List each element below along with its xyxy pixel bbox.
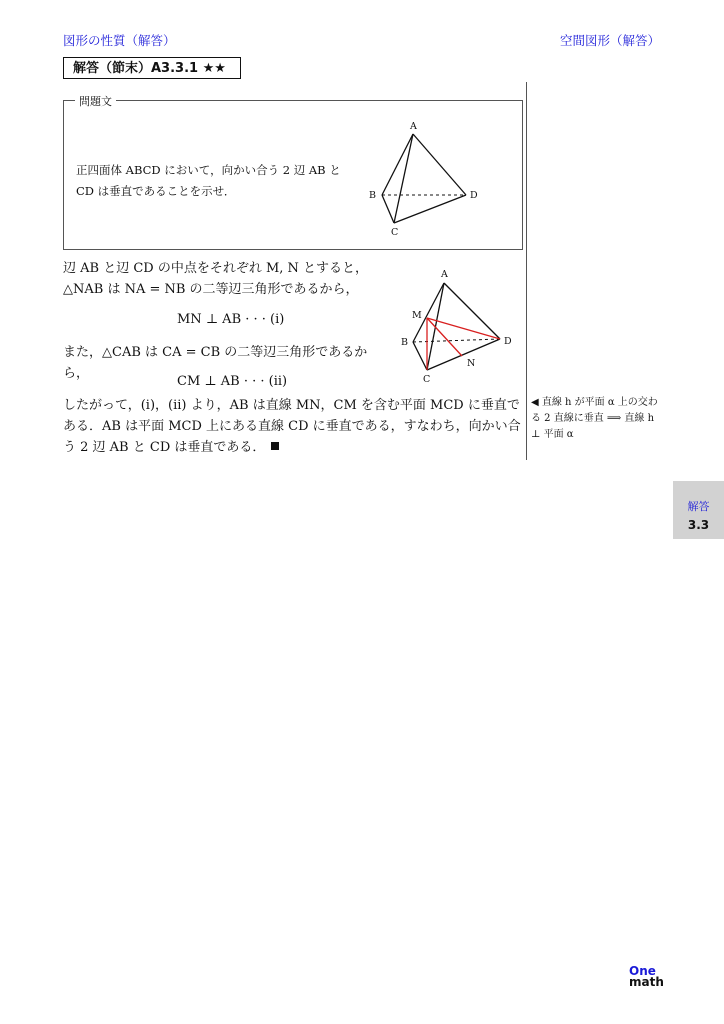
- edge-cd: [394, 195, 466, 223]
- logo-line-2: math: [629, 975, 664, 989]
- solution-title: 解答（節末）A3.3.1 ★★: [63, 57, 241, 79]
- midpoint-label-m: M: [412, 310, 422, 321]
- margin-divider: [526, 82, 527, 460]
- side-tab-section: 3.3: [687, 518, 710, 532]
- margin-note: ◀ 直線 h が平面 α 上の交わる 2 直線に垂直 ⟹ 直線 h ⊥ 平面 α: [531, 397, 658, 440]
- tetrahedron-figure: [360, 116, 490, 240]
- logo-line-1: One: [629, 964, 656, 978]
- header-chapter-title: 図形の性質（解答）: [63, 33, 176, 48]
- solution-paragraph-3: [63, 395, 525, 458]
- vertex-label-d: D: [504, 336, 512, 347]
- vertex-label-c: C: [423, 374, 431, 385]
- onemath-logo: [629, 966, 669, 988]
- qed-square-icon: [271, 442, 279, 450]
- edge-ab: [382, 134, 413, 195]
- tetrahedron-midpoint-figure: [396, 264, 521, 386]
- problem-label: 問題文: [75, 93, 116, 109]
- problem-text: 正四面体 ABCD において，向かい合う 2 辺 AB と CD は垂直であることを示せ．: [76, 163, 341, 198]
- equation-i: MN ⊥ AB · · · (i): [177, 312, 285, 327]
- vertex-label-d: D: [470, 190, 478, 201]
- edge-cd: [427, 339, 500, 370]
- edge-ac: [394, 134, 413, 223]
- side-tab-label: 解答: [687, 500, 710, 513]
- midpoint-label-n: N: [467, 358, 476, 369]
- equation-ii: CM ⊥ AB · · · (ii): [177, 374, 288, 389]
- conclusion-text: したがって，(i)，(ii) より，AB は直線 MN，CM を含む平面 MCD に垂直である．AB は平面 MCD 上にある直線 CD に垂直である，すなわち，向かい合う 2 辺 AB と CD は垂直である．: [63, 398, 521, 455]
- solution-paragraph-2: また，△CAB は CA = CB の二等辺三角形であるから，: [63, 345, 368, 381]
- edge-ad: [413, 134, 466, 195]
- vertex-label-b: B: [369, 190, 376, 201]
- header-section-title: 空間図形（解答）: [559, 33, 660, 48]
- vertex-label-c: C: [391, 227, 399, 238]
- edge-bd-hidden: [413, 339, 500, 342]
- solution-paragraph-1: 辺 AB と辺 CD の中点をそれぞれ M, N とすると，△NAB は NA = NB の二等辺三角形であるから，: [63, 261, 369, 297]
- vertex-label-a: A: [441, 269, 448, 280]
- edge-bc: [413, 342, 427, 370]
- vertex-label-a: A: [410, 121, 417, 132]
- vertex-label-b: B: [401, 337, 408, 348]
- side-tab: [673, 481, 724, 539]
- edge-bc: [382, 195, 394, 223]
